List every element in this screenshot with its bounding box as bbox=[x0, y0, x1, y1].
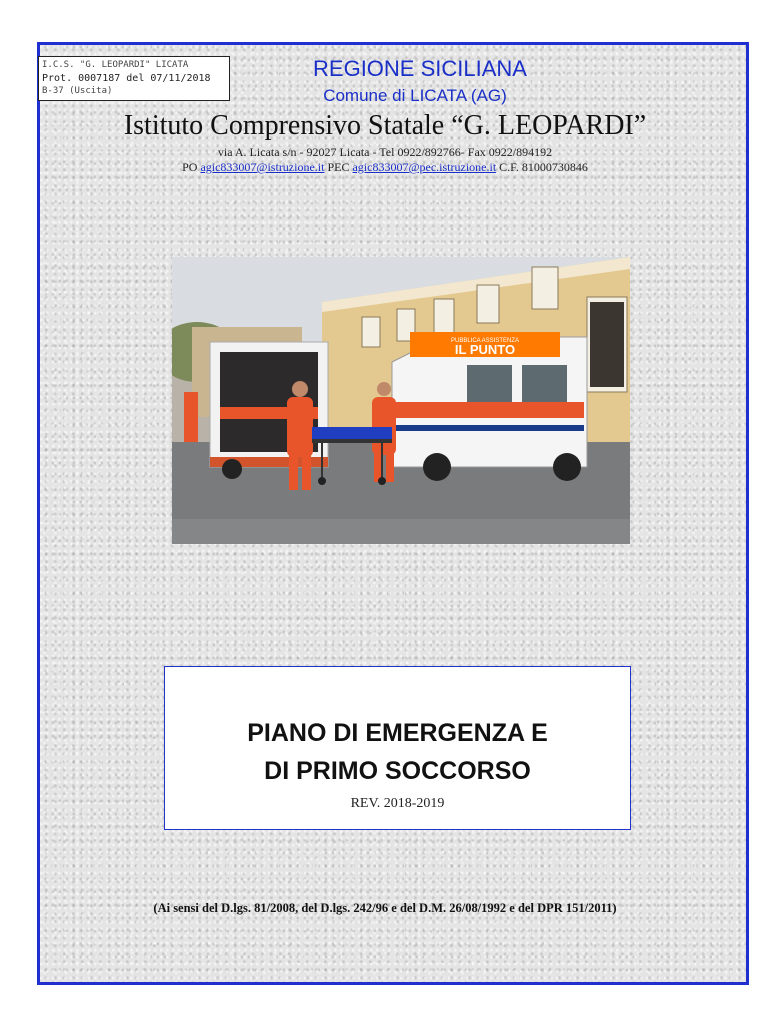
cover-photo bbox=[172, 257, 630, 544]
po-label: PO bbox=[182, 160, 198, 174]
legal-reference-note: (Ai sensi del D.lgs. 81/2008, del D.lgs. 242/96 e del D.M. 26/08/1992 e del DPR 151/2011) bbox=[153, 901, 617, 915]
document-title-line-1: PIANO DI EMERGENZA E bbox=[247, 719, 548, 747]
pec-label: PEC bbox=[327, 160, 350, 174]
comune-title: Comune di LICATA (AG) bbox=[323, 86, 507, 105]
stamp-line-1: I.C.S. "G. LEOPARDI" LICATA bbox=[42, 60, 189, 70]
stamp-line-2: Prot. 0007187 del 07/11/2018 bbox=[42, 73, 211, 84]
ambulance-sign-top: PUBBLICA ASSISTENZA bbox=[450, 338, 520, 344]
revision-label: REV. 2018-2019 bbox=[350, 796, 445, 811]
ambulance-sign: IL PUNTO bbox=[454, 342, 516, 357]
ambulance-scene-image bbox=[172, 257, 630, 544]
po-email-link[interactable]: agic833007@istruzione.it bbox=[200, 160, 325, 174]
document-title-box bbox=[164, 666, 631, 830]
pec-email-link[interactable]: agic833007@pec.istruzione.it bbox=[352, 160, 497, 174]
institute-name: Istituto Comprensivo Statale “G. LEOPARDI” bbox=[123, 110, 647, 141]
stamp-line-3: B-37 (Uscita) bbox=[42, 86, 113, 96]
institute-contacts bbox=[0, 160, 770, 175]
document-title-line-2: DI PRIMO SOCCORSO bbox=[264, 757, 531, 785]
region-title: REGIONE SICILIANA bbox=[313, 56, 527, 81]
fiscal-code: C.F. 81000730846 bbox=[499, 160, 588, 174]
institute-address: via A. Licata s/n - 92027 Licata - Tel 0922/892766- Fax 0922/894192 bbox=[217, 145, 553, 159]
